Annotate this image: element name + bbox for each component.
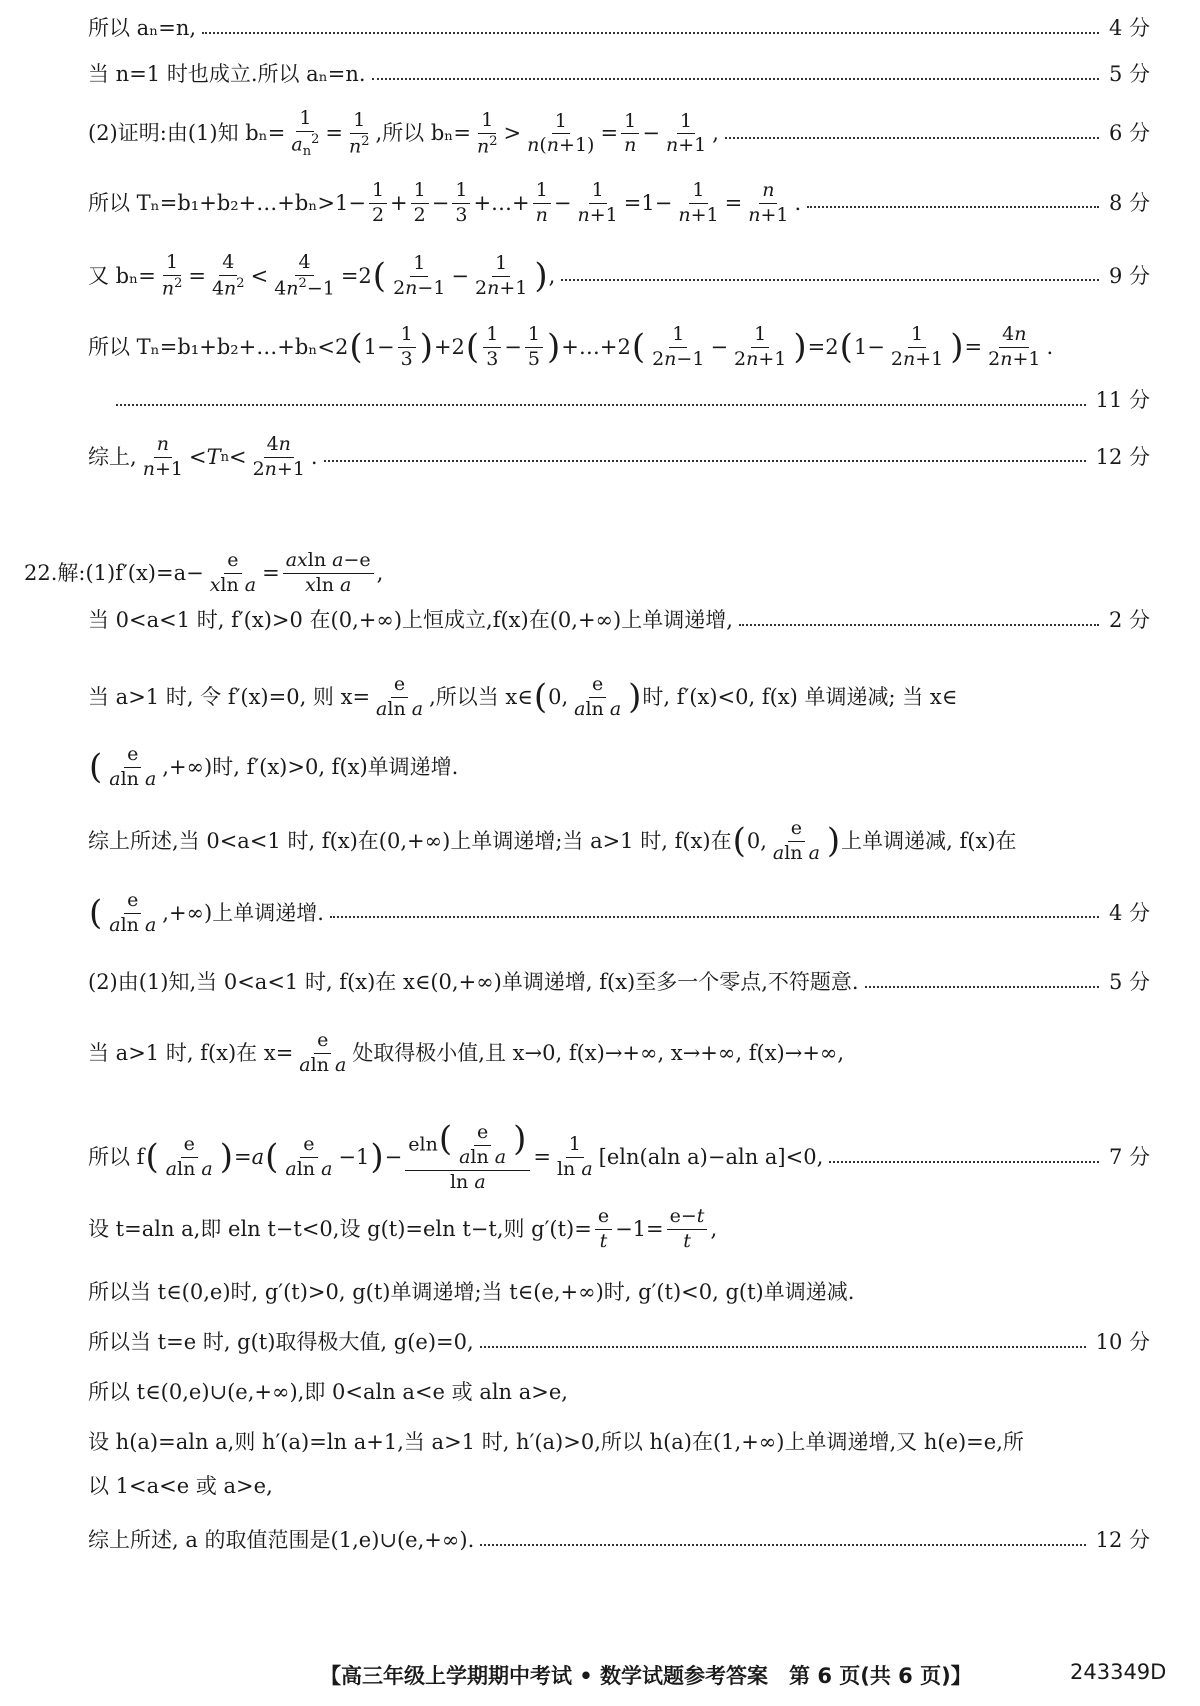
line-text: ,所以当 x∈ <box>429 684 533 709</box>
score-label: 5 分 <box>1108 970 1150 994</box>
question-heading <box>24 550 1150 597</box>
answer-line <box>88 1206 1150 1253</box>
footer-title: 【高三年级上学期期中考试 • 数学试题参考答案 第 6 页(共 6 页)】 <box>320 1664 972 1688</box>
line-text: (2)由(1)知,当 0<a<1 时, f(x)在 x∈(0,+∞)单调递增, f(x)至多一个零点,不符题意. <box>88 970 859 994</box>
answer-line <box>88 64 1150 85</box>
answer-line <box>88 972 1150 993</box>
line-text: 时, f′(x)<0, f(x) 单调递减; 当 x∈ <box>642 684 958 709</box>
math-expression: 当 a>1 时, f(x)在 x= $\frac{e}{\text{aln a}}$ 处取得极小值,且 x→0, f(x)→+∞, x→+∞, f(x)→+∞, <box>88 1029 845 1076</box>
line-text: 上单调递减, f(x)在 <box>841 828 1017 853</box>
math-expression: 又 bₙ= $\frac{1}{n^2}$ = $\frac{4}{4n^2}$ < $\frac{4}{4n^2-1}$ =2 ( $\frac{1}{2n-1}$ − $\frac{1}{2n+1}$ ) , <box>88 251 556 300</box>
answer-line <box>110 390 1150 411</box>
score-label: 11 分 <box>1095 388 1150 412</box>
line-text: 综上所述,当 0<a<1 时, f(x)在(0,+∞)上单调递增;当 a>1 时, f(x)在 <box>88 828 732 853</box>
line-text: 当 n=1 时也成立.所以 aₙ=n. <box>88 62 366 86</box>
line-text: (2)证明:由(1)知 bₙ= <box>88 121 286 146</box>
line-text: 综上所述, a 的取值范围是(1,e)∪(e,+∞). <box>88 1528 475 1552</box>
answer-line <box>88 890 1150 937</box>
answer-line <box>88 1432 1150 1453</box>
line-text: 所以 f <box>88 1145 145 1170</box>
answer-line <box>88 674 1150 721</box>
score-label: 4 分 <box>1108 16 1150 40</box>
score-label: 4 分 <box>1108 900 1150 925</box>
dot-leader <box>865 986 1099 988</box>
dot-leader <box>725 137 1099 139</box>
line-text: 所以 t∈(0,e)∪(e,+∞),即 0<aln a<e 或 aln a>e, <box>88 1380 568 1404</box>
line-text: 当 0<a<1 时, f′(x)>0 在(0,+∞)上恒成立,f(x)在(0,+∞)上单调递增, <box>88 608 733 632</box>
math-expression: 22.解:(1)f′(x)=a− $\frac{e}{\text{xln a}}$ = $\frac{\text{axln a−e}}{\text{xln a}}$ , <box>24 549 384 596</box>
math-expression: 所以 f ( $\frac{e}{\text{aln a}}$ ) = a ( $\frac{e}{\text{aln a}}$ −1 ) − eln( $\frac{e}{\text{aln a}}$ ) ln a = $\frac{1}{\text{ln a}}$ [eln(aln a)−aln a]<0, <box>88 1119 824 1193</box>
line-text: 又 bₙ= <box>88 263 156 288</box>
dot-leader <box>807 206 1099 208</box>
answer-line <box>88 1382 1150 1403</box>
answer-line <box>88 324 1150 371</box>
answer-line <box>88 180 1150 227</box>
math-expression: 当 a>1 时, 令 f′(x)=0, 则 x= $\frac{e}{\text{aln a}}$ ,所以当 x∈ ( 0, $\frac{e}{\text{aln a}}$ ) 时, f′(x)<0, f(x) 单调递减; 当 x∈ <box>88 673 958 720</box>
math-expression: 综上所述,当 0<a<1 时, f(x)在(0,+∞)上单调递增;当 a>1 时, f(x)在 ( 0, $\frac{e}{\text{aln a}}$ ) 上单调递减, f(x)在 <box>88 817 1017 864</box>
answer-line <box>88 252 1150 300</box>
dot-leader <box>202 32 1099 34</box>
math-expression: 综上, $\frac{n}{n+1}$ < T n < $\frac{4n}{2n+1}$ . <box>88 433 318 480</box>
dot-leader <box>324 460 1086 462</box>
dot-leader <box>561 279 1099 281</box>
math-expression: ( $\frac{e}{\text{aln a}}$ ,+∞)时, f′(x)>0, f(x)单调递增. <box>89 743 459 790</box>
score-label: 9 分 <box>1108 263 1150 288</box>
answer-line <box>88 1030 1150 1077</box>
line-text: ,+∞)时, f′(x)>0, f(x)单调递增. <box>162 754 459 779</box>
line-text: ,所以 bₙ= <box>375 121 471 146</box>
dot-leader <box>116 404 1086 406</box>
dot-leader <box>330 916 1099 918</box>
score-label: 7 分 <box>1108 1145 1150 1170</box>
line-text: 设 h(a)=aln a,则 h′(a)=ln a+1,当 a>1 时, h′(a)>0,所以 h(a)在(1,+∞)上单调递增,又 h(e)=e,所 <box>88 1430 1024 1454</box>
line-text: 22.解:(1)f′(x)=a− <box>24 560 204 585</box>
line-text: 以 1<a<e 或 a>e, <box>88 1474 273 1498</box>
score-label: 12 分 <box>1095 444 1150 469</box>
answer-line <box>88 1332 1150 1353</box>
score-label: 5 分 <box>1108 62 1150 86</box>
score-label: 12 分 <box>1095 1528 1150 1552</box>
dot-leader <box>829 1161 1099 1163</box>
math-expression: 所以 Tₙ=b₁+b₂+…+bₙ>1− $\frac{1}{2}$ + $\frac{1}{2}$ − $\frac{1}{3}$ +…+ $\frac{1}{n}$ − $\frac{1}{n+1}$ =1− $\frac{1}{n+1}$ = $\frac{n}{n+1}$ . <box>88 179 802 226</box>
math-expression: 所以 Tₙ=b₁+b₂+…+bₙ<2 ( 1− $\frac{1}{3}$ ) +2 ( $\frac{1}{3}$ − $\frac{1}{5}$ ) +…+2 ( $\frac{1}{2n-1}$ − $\frac{1}{2n+1}$ ) =2 ( 1− $\frac{1}{2n+1}$ ) = $\frac{4n}{2n+1}$ . <box>88 323 1054 370</box>
line-text: ,+∞)上单调递增. <box>162 900 324 925</box>
score-label: 10 分 <box>1095 1330 1150 1354</box>
answer-line <box>88 1476 1150 1497</box>
answer-line <box>88 18 1150 39</box>
dot-leader <box>372 78 1099 80</box>
answer-line <box>88 1119 1150 1194</box>
line-text: 所以 Tₙ=b₁+b₂+…+bₙ<2 <box>88 334 349 359</box>
line-text: 当 a>1 时, 令 f′(x)=0, 则 x= <box>88 684 371 709</box>
score-label: 8 分 <box>1108 190 1150 215</box>
answer-line <box>88 1282 1150 1303</box>
line-text: 所以当 t=e 时, g(t)取得极大值, g(e)=0, <box>88 1330 474 1354</box>
answer-line <box>88 108 1150 160</box>
answer-line <box>88 434 1150 481</box>
document-code: 243349D <box>1070 1660 1167 1684</box>
answer-line <box>88 744 1150 791</box>
answer-line <box>88 610 1150 631</box>
line-text: 所以当 t∈(0,e)时, g′(t)>0, g(t)单调递增;当 t∈(e,+∞)时, g′(t)<0, g(t)单调递减. <box>88 1280 855 1304</box>
math-expression: (2)证明:由(1)知 bₙ= $\frac{1}{a_n^2}$ = $\frac{1}{n^2}$ ,所以 bₙ= $\frac{1}{n^2}$ > $\frac{1}{n(n+1)}$ = $\frac{1}{n}$ − $\frac{1}{n+1}$ , <box>88 107 719 159</box>
math-expression: ( $\frac{e}{\text{aln a}}$ ,+∞)上单调递增. <box>89 889 324 936</box>
dot-leader <box>739 624 1099 626</box>
answer-line <box>88 818 1150 865</box>
score-label: 6 分 <box>1108 121 1150 146</box>
line-text: [eln(aln a)−aln a]<0, <box>598 1145 824 1170</box>
line-text: 综上, <box>88 444 137 469</box>
line-text: 设 t=aln a,即 eln t−t<0,设 g(t)=eln t−t,则 g′(t)= <box>88 1216 592 1241</box>
line-text: 当 a>1 时, f(x)在 x= <box>88 1040 294 1065</box>
line-text: 所以 Tₙ=b₁+b₂+…+bₙ>1− <box>88 190 366 215</box>
math-expression: 设 t=aln a,即 eln t−t<0,设 g(t)=eln t−t,则 g′(t)= $\frac{e}{t}$ −1= $\frac{e-t}{t}$ , <box>88 1205 718 1252</box>
dot-leader <box>480 1346 1086 1348</box>
line-text: 处取得极小值,且 x→0, f(x)→+∞, x→+∞, f(x)→+∞, <box>352 1040 845 1065</box>
line-text: 所以 aₙ=n, <box>88 16 197 40</box>
answer-line <box>88 1530 1150 1551</box>
dot-leader <box>480 1544 1085 1546</box>
score-label: 2 分 <box>1108 608 1150 632</box>
